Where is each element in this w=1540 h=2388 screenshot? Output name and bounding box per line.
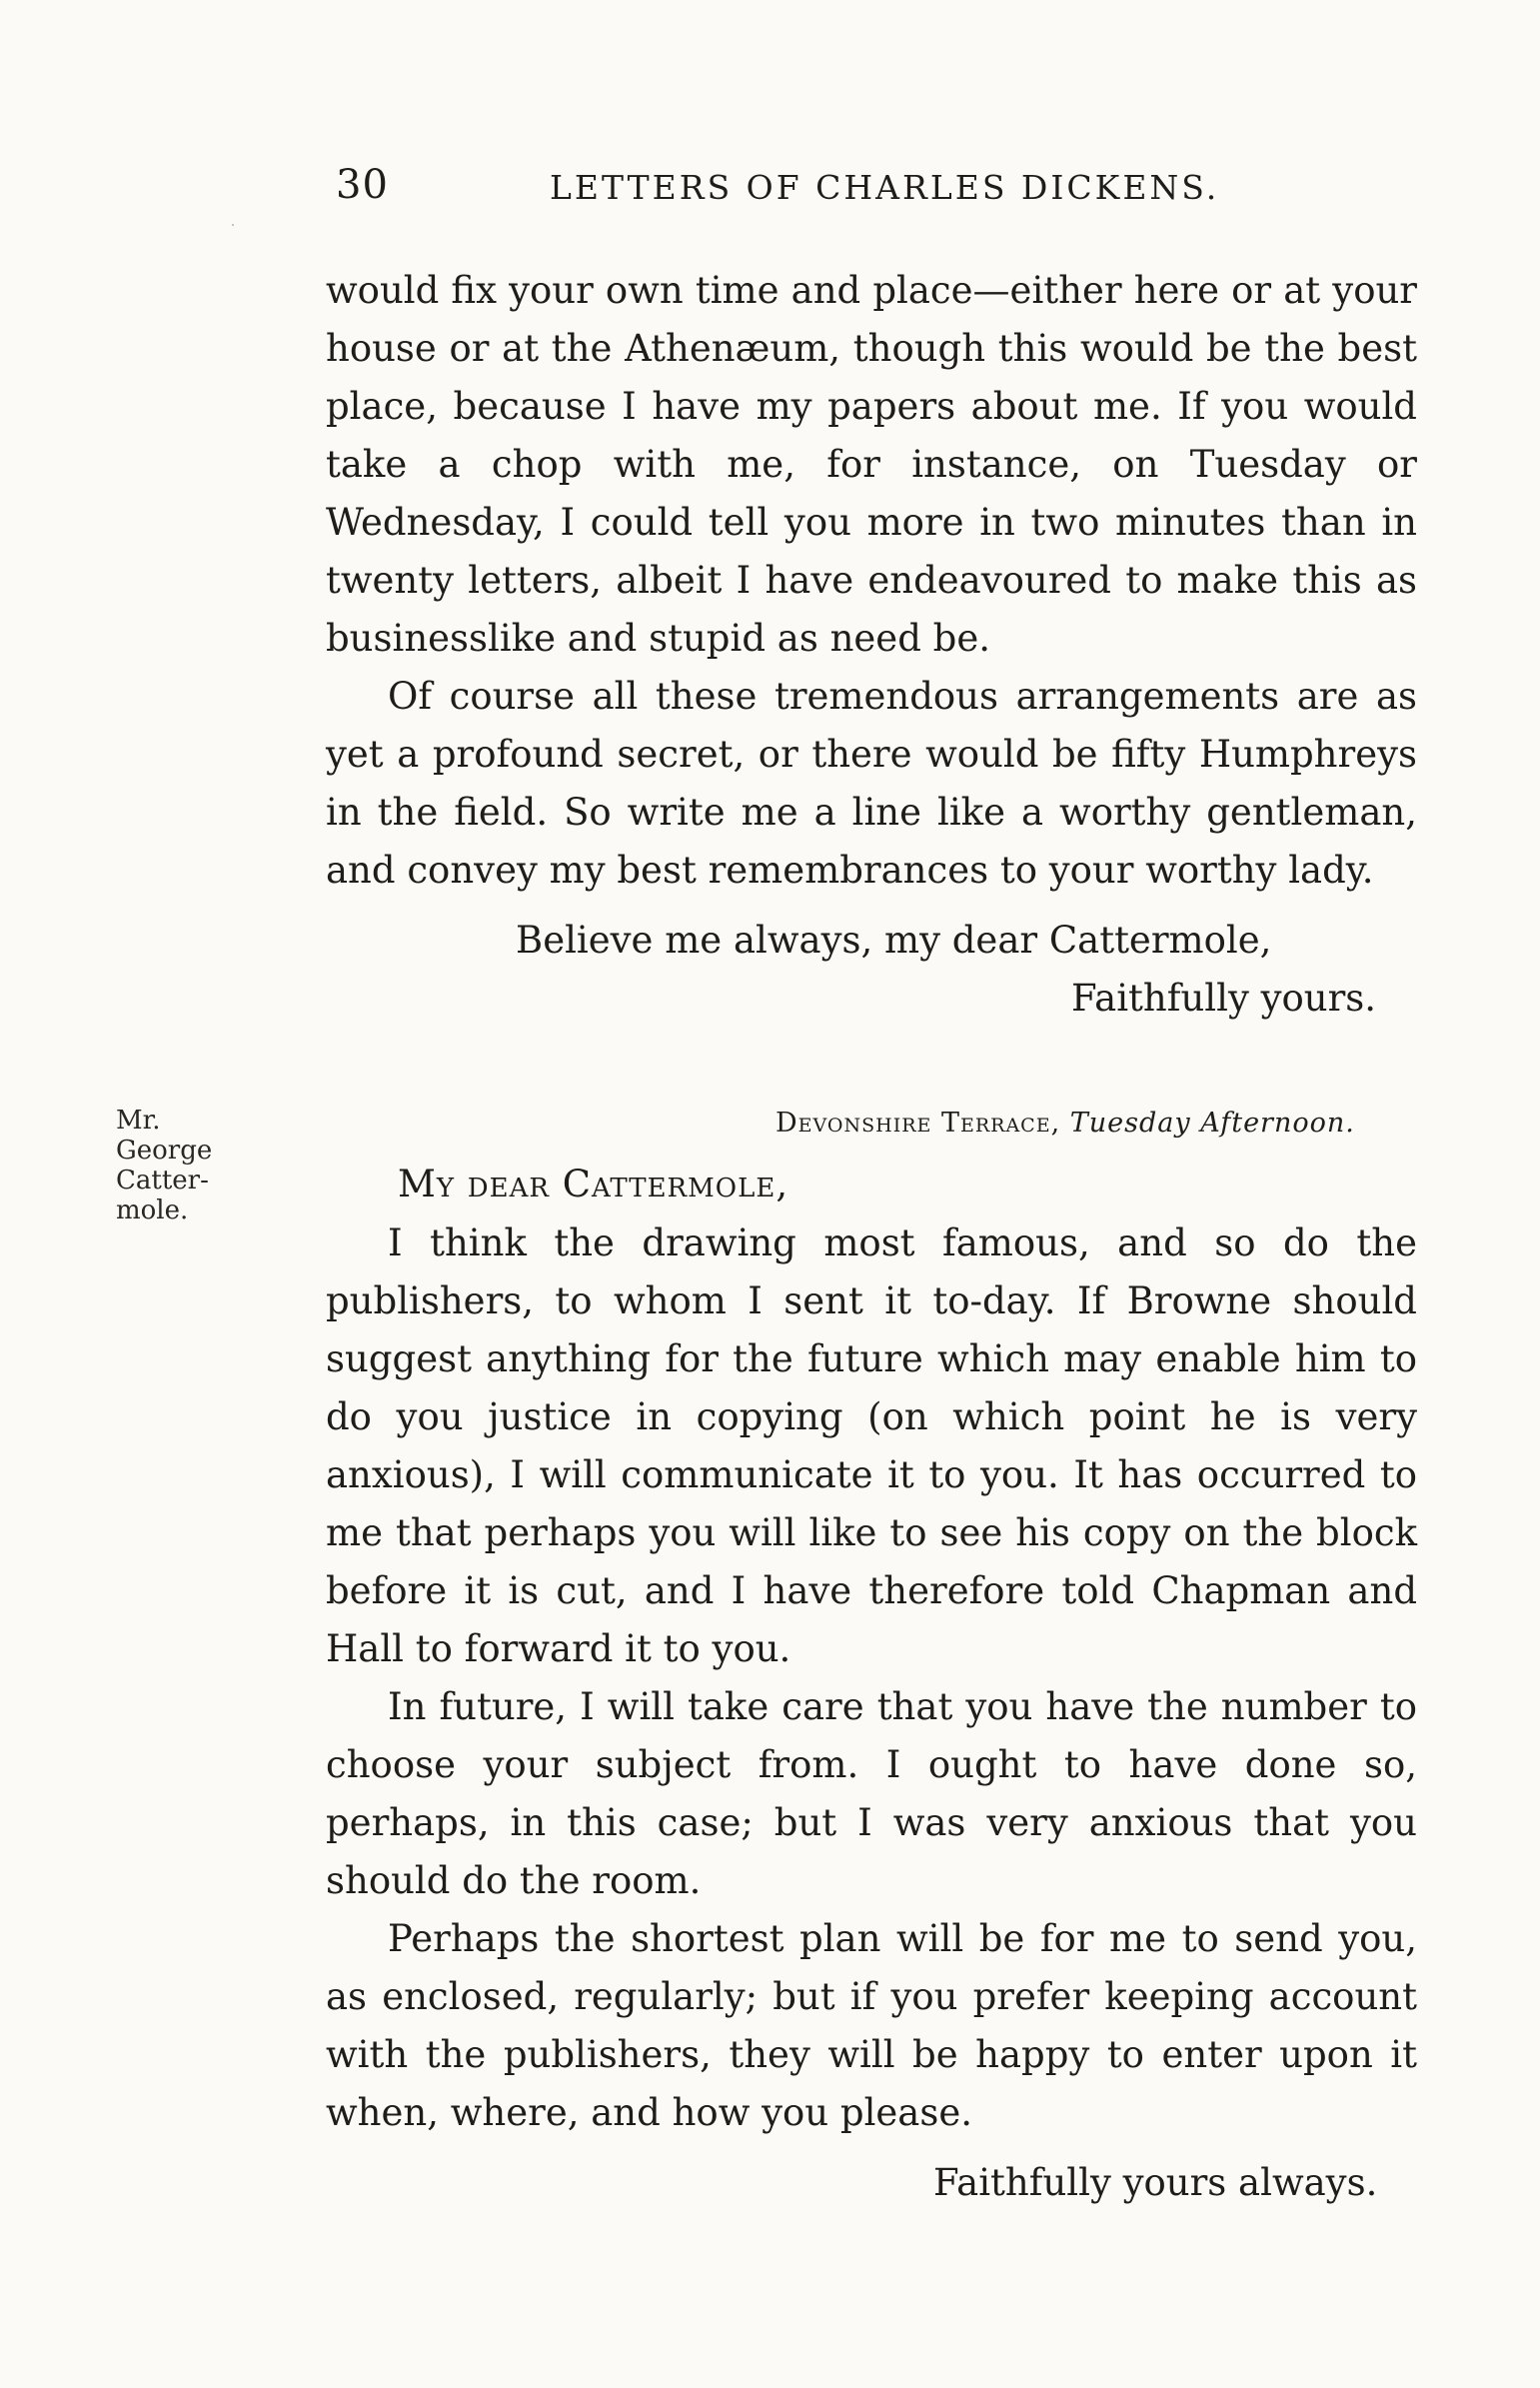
dateline-time: Tuesday Afternoon. [1069,1108,1355,1139]
margin-note-line: mole. [116,1195,189,1225]
page-header [0,162,1540,222]
paragraph: Of course all these tremendous arrangements are as yet a profound secret, or there would be fifty Humphreys in the field. So write me a line like a worthy gentleman, and convey my best remembrances to your worthy lady. [326,675,1417,892]
dateline-place: Devonshire Terrace, [775,1108,1061,1139]
letter-continuation [326,262,1417,900]
margin-note-line: Catter- [116,1166,209,1195]
letter-dateline [775,1108,1355,1139]
margin-note-recipient [116,1106,266,1225]
margin-note-line: George [116,1136,213,1166]
page-speck [232,224,234,226]
letter-salutation: My dear Cattermole, [398,1163,789,1205]
paragraph: Perhaps the shortest plan will be for me to send you, as enclosed, regularly; but if you prefer keeping account with the publishers, they will be happy to enter upon it when, where, and how you please. [326,1917,1417,2134]
margin-note-line: Mr. [116,1106,161,1136]
paragraph: In future, I will take care that you have the number to choose your subject from. I ought to have done so, perhaps, in this case; but I was very anxious that you should do the room. [326,1685,1417,1902]
letter-signature: Faithfully yours. [1071,977,1377,1020]
letter-closing: Faithfully yours always. [933,2161,1378,2204]
running-title: LETTERS OF CHARLES DICKENS. [550,168,1220,207]
letter-body [326,1214,1417,2142]
paragraph: I think the drawing most famous, and so do the publishers, to whom I sent it to-day. If Browne should suggest anything for the future which may enable him to do you justice in copying (on which point he is very anxious), I will communicate it to you. It has occurred to me that perhaps you will like to see his copy on the block before it is cut, and I have therefore told Chapman and Hall to forward it to you. [326,1221,1417,1670]
page-number: 30 [336,162,389,208]
letter-closing: Believe me always, my dear Cattermole, [516,919,1272,962]
paragraph: would fix your own time and place—either here or at your house or at the Athenæum, though this would be the best place, because I have my papers about me. If you would take a chop with me, for instance, on Tuesday or Wednesday, I could tell you more in two minutes than in twenty letters, albeit I have endeavoured to make this as businesslike and stupid as need be. [326,269,1417,660]
